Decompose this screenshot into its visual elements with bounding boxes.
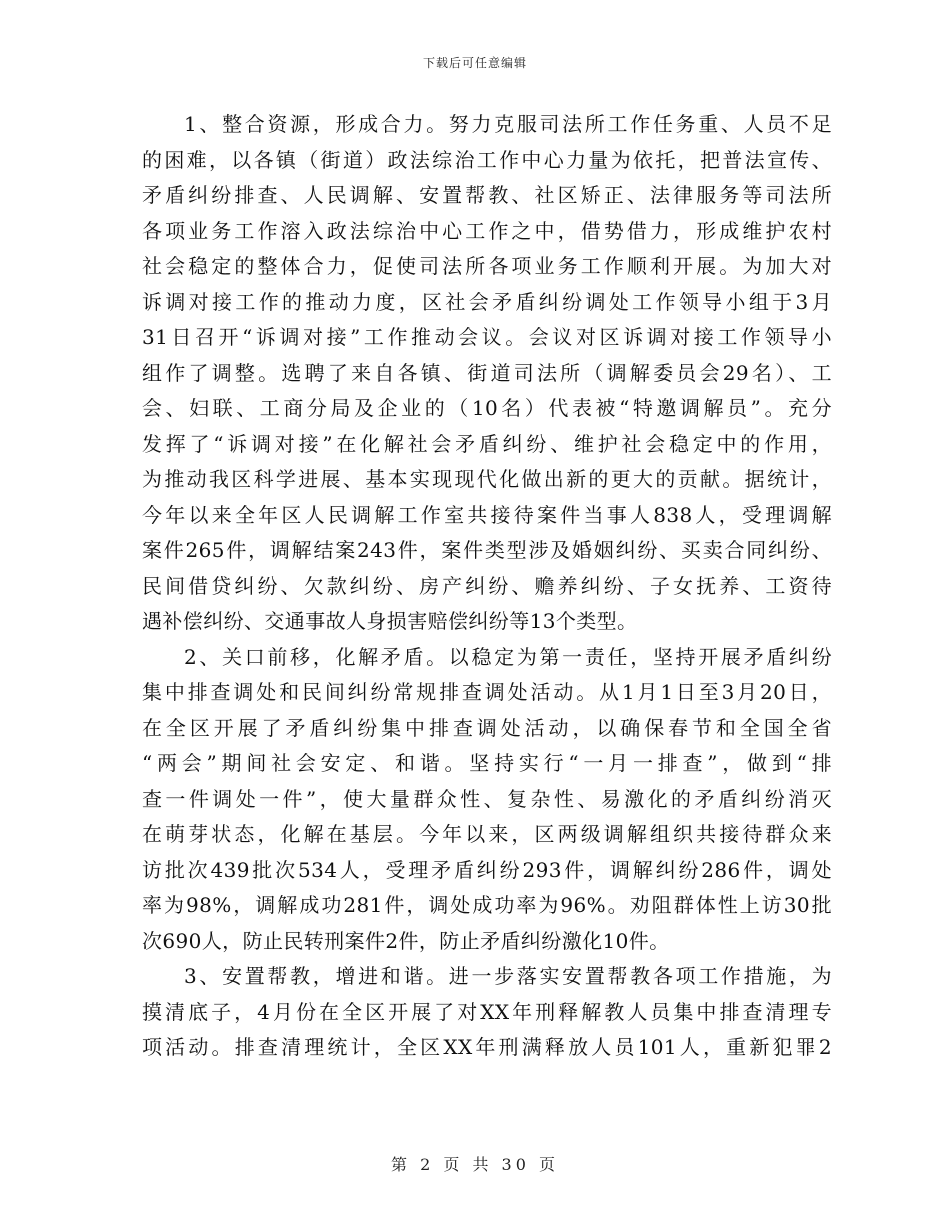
paragraph-1-line: 1、整合资源，形成合力。努力克服司法所工作任务重、人员不足	[184, 112, 832, 136]
paragraph-1-line: 遇补偿纠纷、交通事故人身损害赔偿纠纷等13个类型。	[142, 609, 638, 633]
paragraph-2-line: 集中排查调处和民间纠纷常规排查调处活动。从1月1日至3月20日，	[142, 680, 832, 704]
paragraph-1-line: 社会稳定的整体合力，促使司法所各项业务工作顺利开展。为加大对	[142, 254, 832, 278]
paragraph-1-line: 各项业务工作溶入政法综治中心工作之中，借势借力，形成维护农村	[142, 218, 832, 243]
paragraph-1-line: 今年以来全年区人民调解工作室共接待案件当事人838人，受理调解	[142, 502, 832, 527]
paragraph-3-line: 3、安置帮教，增进和谐。进一步落实安置帮教各项工作措施，为	[184, 964, 832, 988]
paragraph-1-line: 发挥了“诉调对接”在化解社会矛盾纠纷、维护社会稳定中的作用，	[142, 431, 832, 456]
paragraph-2-line: 访批次439批次534人，受理矛盾纠纷293件，调解纠纷286件，调处	[142, 857, 832, 882]
paragraph-1-line: 案件265件，调解结案243件，案件类型涉及婚姻纠纷、买卖合同纠纷、	[142, 538, 832, 562]
paragraph-1-line: 31日召开“诉调对接”工作推动会议。会议对区诉调对接工作领导小	[142, 325, 832, 349]
paragraph-2-line: 2、关口前移，化解矛盾。以稳定为第一责任，坚持开展矛盾纠纷	[184, 644, 832, 669]
paragraph-1-line: 民间借贷纠纷、欠款纠纷、房产纠纷、赡养纠纷、子女抚养、工资待	[142, 573, 832, 598]
paragraph-1-line: 的困难，以各镇（街道）政法综治工作中心力量为依托，把普法宣传、	[142, 147, 832, 172]
paragraph-2-line: 率为98%，调解成功281件，调处成功率为96%。劝阻群体性上访30批	[142, 893, 832, 917]
paragraph-1-line: 组作了调整。选聘了来自各镇、街道司法所（调解委员会29名）、工	[142, 360, 832, 385]
page-header: 下载后可任意编辑	[422, 56, 527, 70]
paragraph-1-line: 为推动我区科学进展、基本实现现代化做出新的更大的贡献。据统计，	[142, 467, 832, 491]
paragraph-2-line: 在全区开展了矛盾纠纷集中排查调处活动，以确保春节和全国全省	[142, 715, 832, 740]
paragraph-1-line: 诉调对接工作的推动力度，区社会矛盾纠纷调处工作领导小组于3月	[142, 289, 832, 314]
document-body	[142, 107, 832, 1066]
paragraph-1-line: 会、妇联、工商分局及企业的（10名）代表被“特邀调解员”。充分	[142, 396, 832, 420]
paragraph-2-line: 查一件调处一件”，使大量群众性、复杂性、易激化的矛盾纠纷消灭	[142, 786, 832, 811]
paragraph-3-line: 项活动。排查清理统计，全区XX年刑满释放人员101人，重新犯罪2	[142, 1035, 832, 1059]
paragraph-2-line: 在萌芽状态，化解在基层。今年以来，区两级调解组织共接待群众来	[142, 822, 832, 846]
paragraph-2-line: 次690人，防止民转刑案件2件，防止矛盾纠纷激化10件。	[142, 928, 670, 953]
paragraph-2-line: “两会”期间社会安定、和谐。坚持实行“一月一排查”，做到“排	[142, 751, 832, 775]
paragraph-1-line: 矛盾纠纷排查、人民调解、安置帮教、社区矫正、法律服务等司法所	[142, 183, 832, 207]
page-footer: 第 2 页 共 30 页	[391, 1155, 559, 1174]
paragraph-3-line: 摸清底子，4月份在全区开展了对XX年刑释解教人员集中排查清理专	[142, 999, 832, 1024]
